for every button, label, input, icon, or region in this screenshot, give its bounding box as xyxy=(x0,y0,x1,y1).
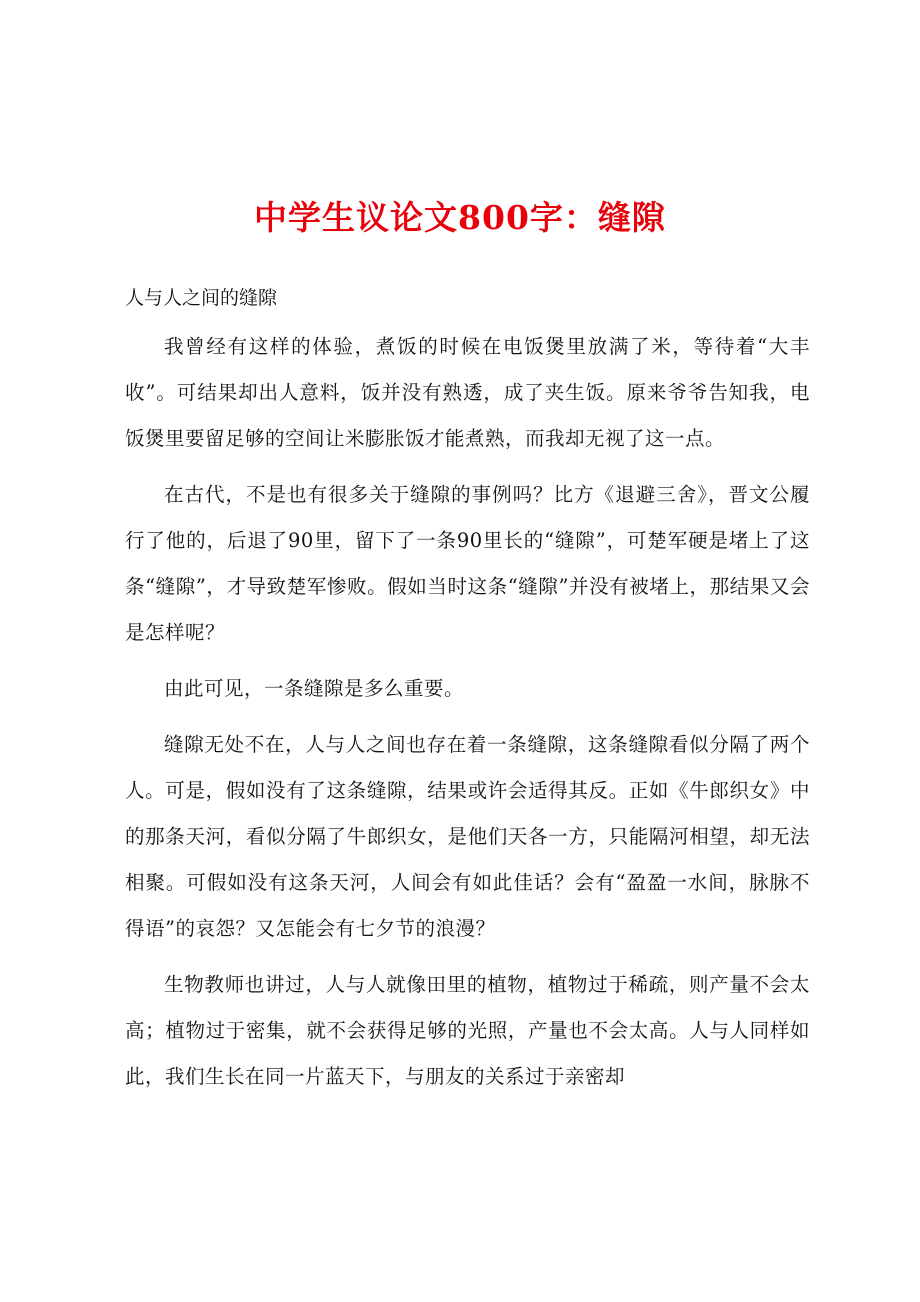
paragraph-4: 缝隙无处不在，人与人之间也存在着一条缝隙，这条缝隙看似分隔了两个人。可是，假如没有了这条缝隙，结果或许会适得其反。正如《牛郎织女》中的那条天河，看似分隔了牛郎织女，是他们天各一方，只能隔河相望，却无法相聚。可假如没有这条天河，人间会有如此佳话？会有“盈盈一水间，脉脉不得语”的哀怨？又怎能会有七夕节的浪漫？ xyxy=(125,733,810,940)
paragraph-2: 在古代，不是也有很多关于缝隙的事例吗？比方《退避三舍》，晋文公履行了他的，后退了90里，留下了一条90里长的“缝隙”，可楚军硬是堵上了这条“缝隙”，才导致楚军惨败。假如当时这条“缝隙”并没有被堵上，那结果又会是怎样呢？ xyxy=(125,483,810,644)
document-title: 中学生议论文800字：缝隙 xyxy=(254,198,666,237)
paragraph-1: 我曾经有这样的体验，煮饭的时候在电饭煲里放满了米，等待着“大丰收”。可结果却出人意料，饭并没有熟透，成了夹生饭。原来爷爷告知我，电饭煲里要留足够的空间让米膨胀饭才能煮熟，而我却无视了这一点。 xyxy=(125,335,810,450)
document-subtitle: 人与人之间的缝隙 xyxy=(125,287,278,309)
paragraph-5: 生物教师也讲过，人与人就像田里的植物，植物过于稀疏，则产量不会太高；植物过于密集，就不会获得足够的光照，产量也不会太高。人与人同样如此，我们生长在同一片蓝天下，与朋友的关系过于亲密却 xyxy=(125,973,810,1088)
paragraph-3: 由此可见，一条缝隙是多么重要。 xyxy=(164,677,465,700)
document-body xyxy=(125,324,810,1110)
